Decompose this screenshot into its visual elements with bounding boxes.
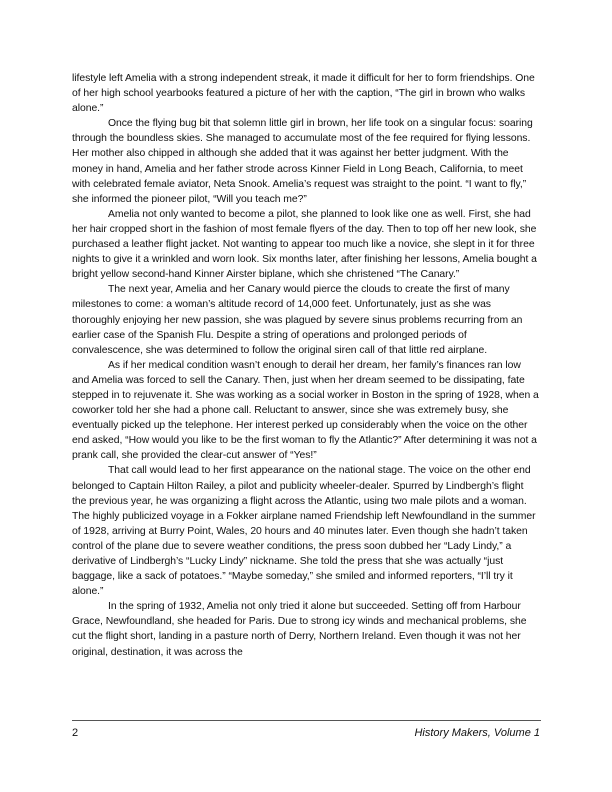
body-text <box>72 71 540 660</box>
paragraph: Once the flying bug bit that solemn little girl in brown, her life took on a singular focus: soaring through the boundless skies. She managed to accumulate most of the fee required for flying lessons. Her mother also chipped in although she added that it was against her better judgment. With the money in hand, Amelia and her father strode across Kinner Field in Long Beach, California, to meet with celebrated female aviator, Neta Snook. Amelia’s request was straight to the point. “I want to fly,” she informed the pioneer pilot, “Will you teach me?” <box>72 118 533 205</box>
running-footer-title: History Makers, Volume 1 <box>414 727 540 739</box>
paragraph: lifestyle left Amelia with a strong independent streak, it made it difficult for her to form friendships. One of her high school yearbooks featured a picture of her with the caption, “The girl in brown who walks alone.” <box>72 73 535 115</box>
paragraph: Amelia not only wanted to become a pilot, she planned to look like one as well. First, she had her hair cropped short in the fashion of most female flyers of the day. Then to top off her new look, she purchased a leather flight jacket. Not wanting to appear too much like a novice, she slept in it for three nights to give it a wrinkled and worn look. Six months later, after finishing her lessons, Amelia bought a bright yellow second-hand Kinner Airster biplane, which she christened “The Canary.” <box>72 208 537 281</box>
page-number: 2 <box>72 727 79 739</box>
paragraph: In the spring of 1932, Amelia not only tried it alone but succeeded. Setting off from Harbour Grace, Newfoundland, she headed for Paris. Due to strong icy winds and mechanical problems, she cut the flight short, landing in a pasture north of Derry, Northern Ireland. Even though it was not her original, destination, it was across the <box>72 601 527 658</box>
footer-divider <box>72 720 541 721</box>
paragraph: That call would lead to her first appearance on the national stage. The voice on the other end belonged to Captain Hilton Railey, a pilot and publicity wheeler-dealer. Spurred by Lindbergh’s flight the previous year, he was organizing a flight across the Atlantic, using two male pilots and a woman. The highly publicized voyage in a Fokker airplane named Friendship left Newfoundland in the summer of 1928, arriving at Burry Point, Wales, 20 hours and 40 minutes later. Even though she hadn’t taken control of the plane due to severe weather conditions, the press soon dubbed her “Lady Lindy,” a derivative of Lindbergh’s “Lucky Lindy” nickname. She told the press that she was actually “just baggage, like a sack of potatoes.” “Maybe someday,” she smiled and informed reporters, “I’ll try it alone.” <box>72 465 536 598</box>
paragraph: The next year, Amelia and her Canary would pierce the clouds to create the first of many milestones to come: a woman’s altitude record of 14,000 feet. Unfortunately, just as she was thoroughly enjoying her new passion, she was plagued by severe sinus problems recurring from an earlier case of the Spanish Flu. Despite a string of operations and prolonged periods of convalescence, she was determined to follow the original siren call of that little red airplane. <box>72 284 523 356</box>
paragraph: As if her medical condition wasn’t enough to derail her dream, her family’s finances ran low and Amelia was forced to sell the Canary. Then, just when her dream seemed to be dissipating, fate stepped in to rejuvenate it. She was working as a social worker in Boston in the spring of 1928, when a coworker told her she had a phone call. Reluctant to answer, since she was extremely busy, she eventually picked up the telephone. Her interest perked up considerably when the voice on the other end asked, “How would you like to be the first woman to fly the Atlantic?” After determining it was not a prank call, she provided the clear-cut answer of “Yes!” <box>72 359 539 462</box>
